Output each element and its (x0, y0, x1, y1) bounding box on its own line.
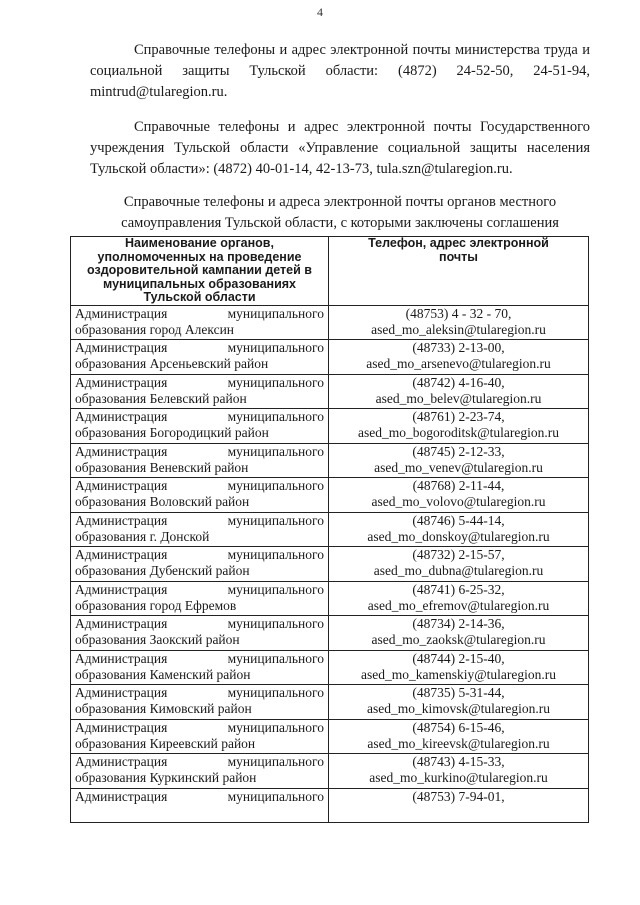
phone-number: (48753) 7-94-01, (412, 788, 505, 804)
organization-line (75, 616, 324, 632)
organization-cell (71, 650, 329, 685)
contact-cell (329, 754, 589, 789)
organization-word: Администрация (75, 478, 168, 493)
phone-number: (48746) 5-44-14, (412, 512, 505, 528)
email-address: ased_mo_arsenevo@tularegion.ru (366, 356, 551, 371)
organization-word: Администрация (75, 305, 168, 321)
organization-cell (71, 512, 329, 547)
phone-number: (48743) 4-15-33, (412, 754, 505, 769)
table-row (71, 340, 589, 375)
organization-cell (71, 788, 329, 823)
organization-word: Администрация (75, 616, 168, 631)
organization-cell (71, 547, 329, 582)
email-address: ased_mo_volovo@tularegion.ru (371, 494, 546, 509)
organization-line (75, 478, 324, 494)
organization-name: образования Веневский район (75, 459, 249, 475)
organization-name: образования Богородицкий район (75, 425, 269, 440)
phone-number: (48761) 2-23-74, (412, 409, 505, 424)
organization-word: муниципального (227, 719, 324, 735)
email-address: ased_mo_dubna@tularegion.ru (373, 563, 544, 578)
table-row (71, 512, 589, 547)
organization-name: образования город Алексин (75, 321, 235, 337)
contacts-table (70, 236, 589, 823)
organization-name: образования Заокский район (75, 632, 240, 647)
organization-word: муниципального (227, 581, 324, 597)
table-caption: Справочные телефоны и адреса электронной почты органов местного самоуправления Тульской области, с которыми заключены соглашения (121, 194, 559, 231)
organization-line (75, 306, 324, 322)
contact-cell (329, 719, 589, 754)
phone-number: (48733) 2-13-00, (412, 340, 505, 355)
organization-cell (71, 719, 329, 754)
organization-line (75, 340, 324, 356)
szn-contacts-paragraph (90, 117, 590, 180)
organization-word: Администрация (75, 409, 168, 424)
table-row (71, 409, 589, 444)
organization-cell (71, 478, 329, 513)
organization-name: образования Воловский район (75, 494, 250, 509)
email-address: ased_mo_kamenskiy@tularegion.ru (360, 666, 556, 682)
phone-number: (48735) 5-31-44, (412, 685, 505, 700)
table-row (71, 478, 589, 513)
organization-word: Администрация (75, 719, 168, 735)
organization-line (75, 375, 324, 391)
contact-cell (329, 374, 589, 409)
organization-word: муниципального (227, 788, 324, 804)
table-header-row (71, 237, 589, 306)
organization-word: муниципального (227, 340, 324, 355)
organization-line (75, 409, 324, 425)
organization-word: муниципального (227, 409, 324, 424)
organization-word: Администрация (75, 443, 168, 459)
organization-word: Администрация (75, 754, 168, 769)
organization-word: Администрация (75, 685, 168, 700)
contact-cell (329, 340, 589, 375)
contact-cell (329, 305, 589, 340)
phone-number: (48734) 2-14-36, (412, 616, 505, 631)
organization-word: Администрация (75, 547, 168, 562)
organization-line (75, 789, 324, 805)
ministry-contacts-text: Справочные телефоны и адрес электронной почты министерства труда и социальной защиты Тульской области: (4872) 24-52-50, 24-51-94, mintrud@tularegion.ru. (90, 42, 590, 100)
phone-number: (48768) 2-11-44, (412, 478, 505, 493)
organization-name: образования г. Донской (75, 528, 210, 544)
organization-line (75, 651, 324, 667)
email-address: ased_mo_kimovsk@tularegion.ru (366, 701, 551, 716)
table-row (71, 581, 589, 616)
table-row (71, 754, 589, 789)
organization-word: муниципального (227, 650, 324, 666)
email-address: ased_mo_donskoy@tularegion.ru (367, 528, 550, 544)
email-address: ased_mo_bogoroditsk@tularegion.ru (357, 425, 560, 440)
organization-word: муниципального (227, 616, 324, 631)
organization-line (75, 720, 324, 736)
organization-name: образования Куркинский район (75, 770, 257, 785)
organization-cell (71, 409, 329, 444)
contact-cell (329, 616, 589, 651)
contact-cell (329, 443, 589, 478)
contact-cell (329, 650, 589, 685)
contact-cell (329, 547, 589, 582)
table-row (71, 305, 589, 340)
organization-word: Администрация (75, 788, 168, 804)
organization-line (75, 582, 324, 598)
organization-word: муниципального (227, 305, 324, 321)
contact-cell (329, 478, 589, 513)
header-contacts: Телефон, адрес электронной почты (329, 237, 589, 306)
organization-cell (71, 340, 329, 375)
table-row (71, 650, 589, 685)
table-row (71, 719, 589, 754)
organization-line (75, 444, 324, 460)
table-row (71, 788, 589, 823)
organization-name: образования Киреевский район (75, 735, 256, 751)
contact-cell (329, 581, 589, 616)
phone-number: (48742) 4-16-40, (412, 374, 505, 390)
organization-cell (71, 616, 329, 651)
email-address: ased_mo_aleksin@tularegion.ru (371, 321, 546, 337)
organization-word: муниципального (227, 685, 324, 700)
email-address: ased_mo_venev@tularegion.ru (374, 459, 543, 475)
email-address: ased_mo_kireevsk@tularegion.ru (367, 735, 550, 751)
organization-cell (71, 754, 329, 789)
organization-word: Администрация (75, 340, 168, 355)
organization-cell (71, 374, 329, 409)
email-address: ased_mo_kurkino@tularegion.ru (369, 770, 548, 785)
phone-number: (48744) 2-15-40, (412, 650, 505, 666)
organization-word: муниципального (227, 443, 324, 459)
contact-cell (329, 788, 589, 823)
organization-line (75, 513, 324, 529)
organization-cell (71, 305, 329, 340)
table-row (71, 547, 589, 582)
organization-name: образования Кимовский район (75, 701, 252, 716)
szn-contacts-text: Справочные телефоны и адрес электронной почты Государственного учреждения Тульской области «Управление социальной защиты населения Тульской области»: (4872) 40-01-14, 42-13-73, tula.szn@tularegion.ru. (90, 119, 590, 177)
organization-name: образования Дубенский район (75, 563, 250, 578)
table-row (71, 685, 589, 720)
organization-cell (71, 685, 329, 720)
phone-number: (48753) 4 - 32 - 70, (405, 305, 512, 321)
organization-name: образования Арсеньевский район (75, 356, 269, 371)
page-number: 4 (317, 5, 323, 19)
organization-line (75, 547, 324, 563)
contact-cell (329, 409, 589, 444)
table-row (71, 616, 589, 651)
organization-name: образования город Ефремов (75, 597, 237, 613)
phone-number: (48741) 6-25-32, (412, 581, 505, 597)
organization-word: муниципального (227, 478, 324, 493)
contact-cell (329, 685, 589, 720)
organization-name: образования Белевский район (75, 390, 247, 406)
header-organization: Наименование органов, уполномоченных на проведение оздоровительной кампании детей в муниципальных образованиях Тульской области (71, 237, 329, 306)
phone-number: (48745) 2-12-33, (412, 443, 505, 459)
organization-word: муниципального (227, 512, 324, 528)
organization-word: муниципального (227, 547, 324, 562)
table-row (71, 443, 589, 478)
phone-number: (48732) 2-15-57, (412, 547, 505, 562)
organization-word: Администрация (75, 512, 168, 528)
organization-word: муниципального (227, 754, 324, 769)
contact-cell (329, 512, 589, 547)
organization-cell (71, 443, 329, 478)
organization-word: Администрация (75, 374, 168, 390)
table-row (71, 374, 589, 409)
organization-cell (71, 581, 329, 616)
phone-number: (48754) 6-15-46, (412, 719, 505, 735)
email-address: ased_mo_efremov@tularegion.ru (367, 597, 550, 613)
email-address: ased_mo_belev@tularegion.ru (375, 390, 542, 406)
organization-word: Администрация (75, 650, 168, 666)
email-address: ased_mo_zaoksk@tularegion.ru (371, 632, 546, 647)
organization-line (75, 754, 324, 770)
organization-line (75, 685, 324, 701)
ministry-contacts-paragraph (90, 40, 590, 103)
organization-name: образования Каменский район (75, 666, 251, 682)
organization-word: Администрация (75, 581, 168, 597)
organization-word: муниципального (227, 374, 324, 390)
